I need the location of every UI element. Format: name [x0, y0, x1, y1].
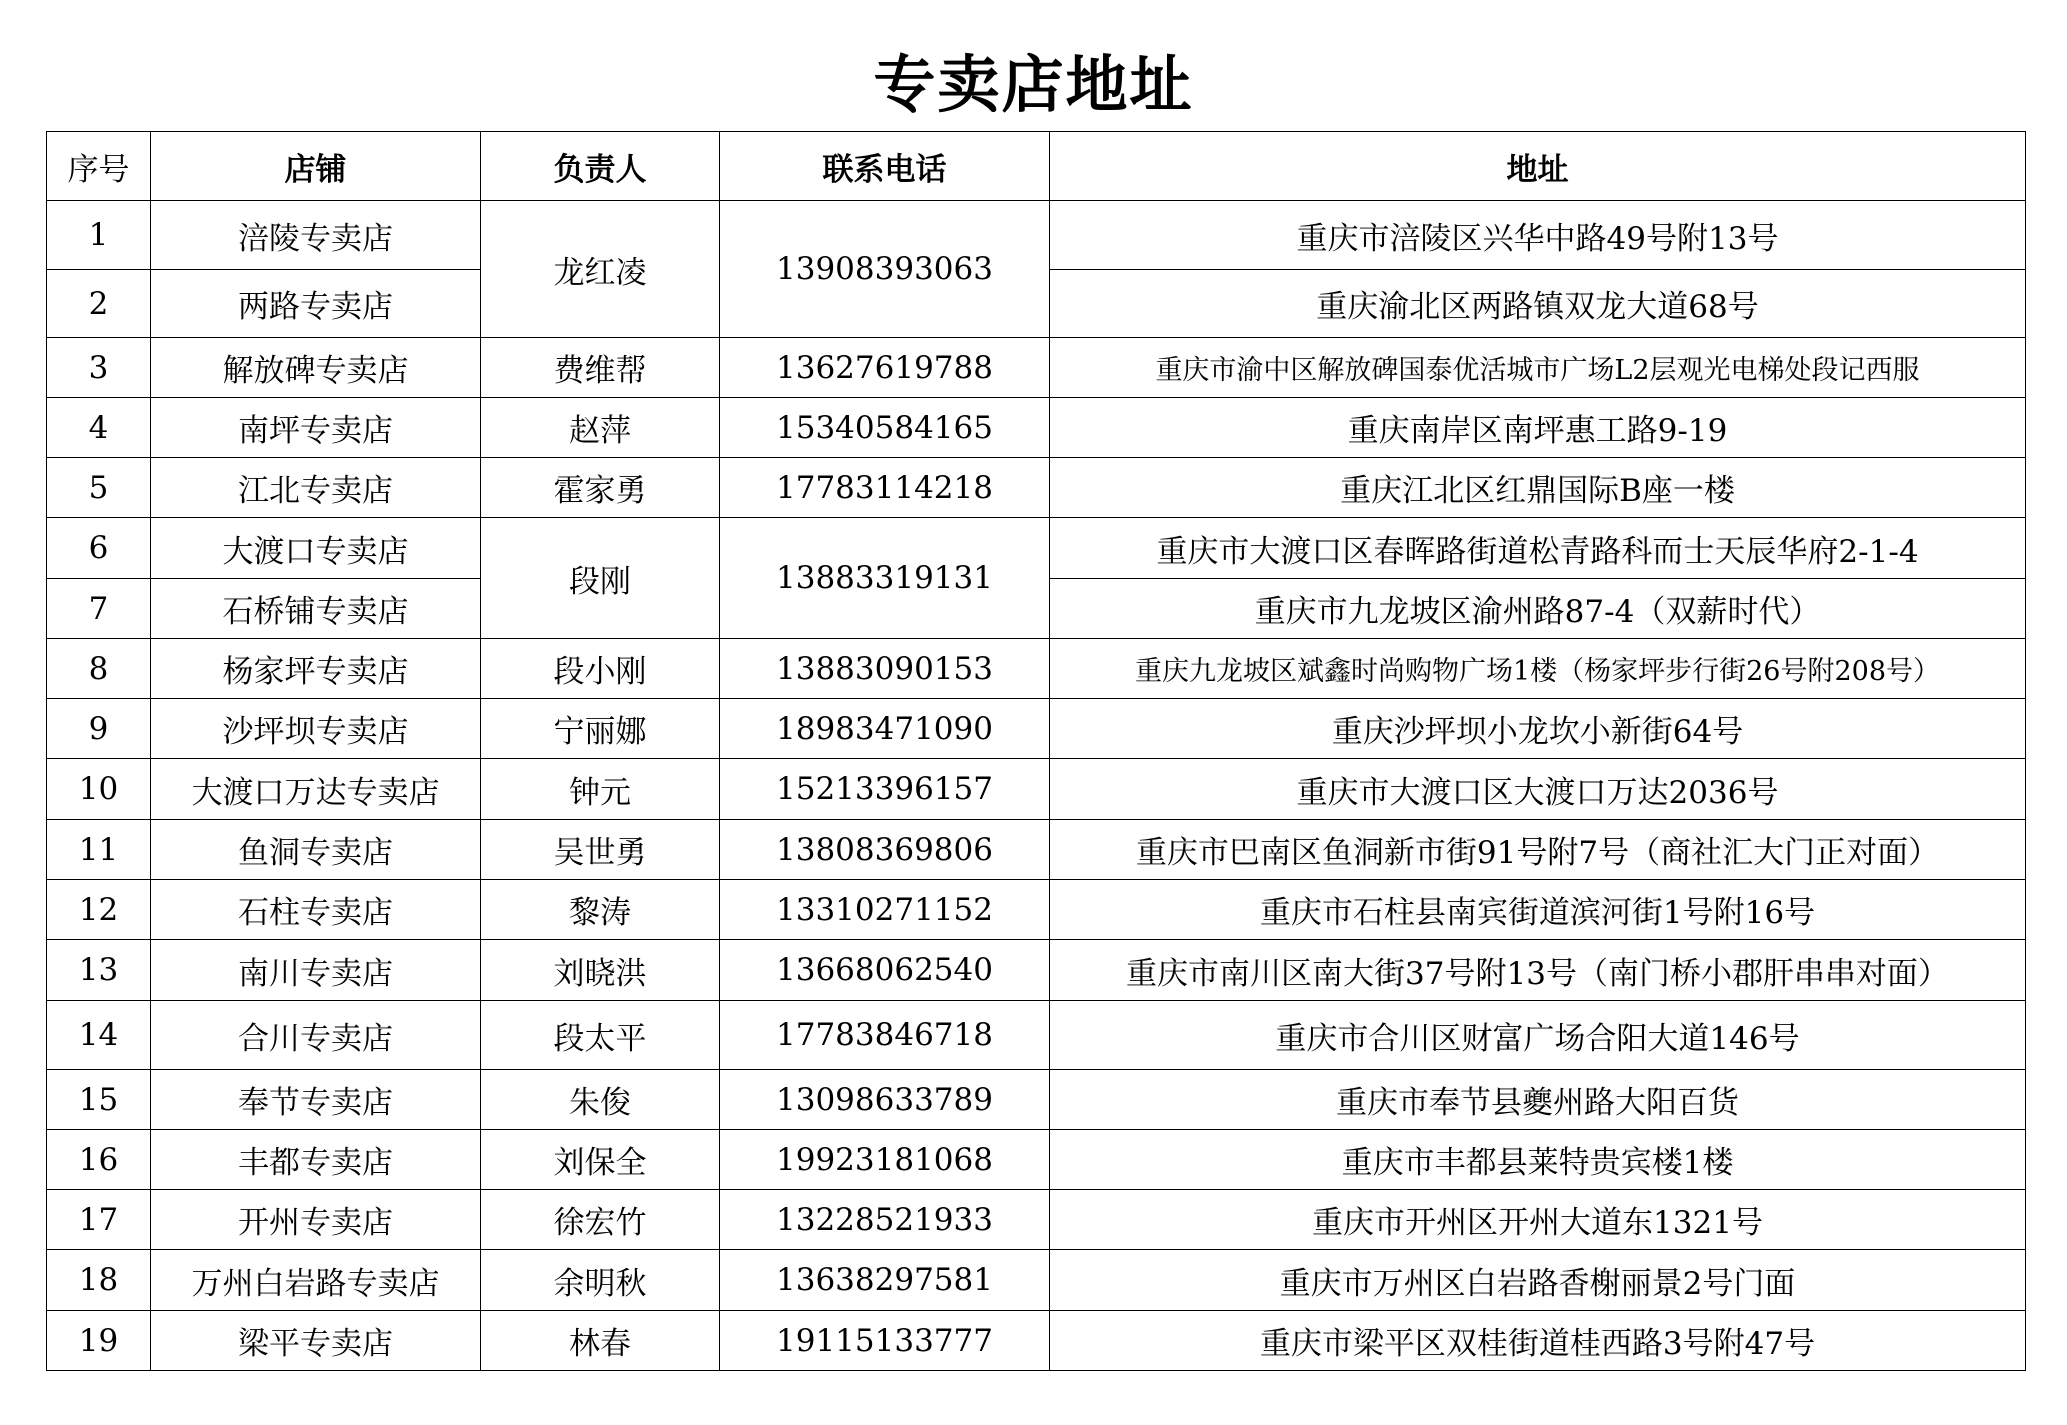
- cell-phone: 13668062540: [720, 940, 1050, 1001]
- cell-index: 7: [47, 579, 151, 639]
- cell-phone: 19923181068: [720, 1130, 1050, 1190]
- cell-manager: 黎涛: [481, 880, 720, 940]
- cell-manager: 宁丽娜: [481, 699, 720, 759]
- cell-manager: 朱俊: [481, 1070, 720, 1130]
- cell-index: 17: [47, 1190, 151, 1250]
- cell-address: 重庆市奉节县夔州路大阳百货: [1050, 1070, 2026, 1130]
- table-row: [47, 940, 2026, 1001]
- cell-phone: 18983471090: [720, 699, 1050, 759]
- cell-manager: 段刚: [481, 518, 720, 639]
- cell-store: 石桥铺专卖店: [151, 579, 481, 639]
- cell-index: 11: [47, 820, 151, 880]
- cell-store: 南川专卖店: [151, 940, 481, 1001]
- cell-store: 两路专卖店: [151, 270, 481, 338]
- cell-store: 南坪专卖店: [151, 398, 481, 458]
- table-row: [47, 880, 2026, 940]
- cell-index: 5: [47, 458, 151, 518]
- cell-phone: 15340584165: [720, 398, 1050, 458]
- cell-phone: 15213396157: [720, 759, 1050, 820]
- cell-store: 万州白岩路专卖店: [151, 1250, 481, 1311]
- cell-manager: 刘保全: [481, 1130, 720, 1190]
- cell-phone: 17783114218: [720, 458, 1050, 518]
- cell-manager: 余明秋: [481, 1250, 720, 1311]
- cell-address: 重庆市南川区南大街37号附13号（南门桥小郡肝串串对面）: [1050, 940, 2026, 1001]
- cell-phone: 13098633789: [720, 1070, 1050, 1130]
- cell-index: 19: [47, 1311, 151, 1371]
- cell-address: 重庆市合川区财富广场合阳大道146号: [1050, 1001, 2026, 1070]
- cell-address: 重庆市巴南区鱼洞新市街91号附7号（商社汇大门正对面）: [1050, 820, 2026, 880]
- cell-phone: 13808369806: [720, 820, 1050, 880]
- cell-address: 重庆九龙坡区斌鑫时尚购物广场1楼（杨家坪步行街26号附208号）: [1050, 639, 2026, 699]
- table-row: [47, 639, 2026, 699]
- cell-manager: 段小刚: [481, 639, 720, 699]
- cell-index: 12: [47, 880, 151, 940]
- page-title: 专卖店地址: [873, 48, 1194, 121]
- cell-store: 沙坪坝专卖店: [151, 699, 481, 759]
- cell-index: 18: [47, 1250, 151, 1311]
- table-row: [47, 201, 2026, 270]
- cell-index: 16: [47, 1130, 151, 1190]
- table-row: [47, 820, 2026, 880]
- table-row: [47, 1190, 2026, 1250]
- table-row: [47, 1311, 2026, 1371]
- table-row: [47, 1250, 2026, 1311]
- cell-address: 重庆渝北区两路镇双龙大道68号: [1050, 270, 2026, 338]
- table-row: [47, 518, 2026, 579]
- cell-store: 涪陵专卖店: [151, 201, 481, 270]
- cell-index: 14: [47, 1001, 151, 1070]
- cell-address: 重庆沙坪坝小龙坎小新街64号: [1050, 699, 2026, 759]
- header-index: 序号: [47, 132, 151, 201]
- cell-address: 重庆市丰都县莱特贵宾楼1楼: [1050, 1130, 2026, 1190]
- cell-manager: 段太平: [481, 1001, 720, 1070]
- cell-phone: 19115133777: [720, 1311, 1050, 1371]
- cell-manager: 费维帮: [481, 338, 720, 398]
- cell-phone: 13228521933: [720, 1190, 1050, 1250]
- cell-manager: 龙红凌: [481, 201, 720, 338]
- cell-address: 重庆市石柱县南宾街道滨河街1号附16号: [1050, 880, 2026, 940]
- cell-address: 重庆市大渡口区大渡口万达2036号: [1050, 759, 2026, 820]
- cell-manager: 钟元: [481, 759, 720, 820]
- cell-store: 江北专卖店: [151, 458, 481, 518]
- table-row: [47, 1001, 2026, 1070]
- cell-phone: 13627619788: [720, 338, 1050, 398]
- cell-address: 重庆市大渡口区春晖路街道松青路科而士天辰华府2-1-4: [1050, 518, 2026, 579]
- cell-phone: 17783846718: [720, 1001, 1050, 1070]
- header-phone: 联系电话: [720, 132, 1050, 201]
- cell-index: 10: [47, 759, 151, 820]
- cell-index: 1: [47, 201, 151, 270]
- table-row: [47, 398, 2026, 458]
- cell-index: 8: [47, 639, 151, 699]
- cell-address: 重庆市开州区开州大道东1321号: [1050, 1190, 2026, 1250]
- cell-store: 丰都专卖店: [151, 1130, 481, 1190]
- cell-manager: 赵萍: [481, 398, 720, 458]
- cell-address: 重庆市涪陵区兴华中路49号附13号: [1050, 201, 2026, 270]
- cell-phone: 13310271152: [720, 880, 1050, 940]
- cell-manager: 霍家勇: [481, 458, 720, 518]
- cell-index: 15: [47, 1070, 151, 1130]
- cell-index: 3: [47, 338, 151, 398]
- cell-index: 2: [47, 270, 151, 338]
- cell-store: 石柱专卖店: [151, 880, 481, 940]
- cell-index: 4: [47, 398, 151, 458]
- header-row: [47, 132, 2026, 201]
- cell-address: 重庆南岸区南坪惠工路9-19: [1050, 398, 2026, 458]
- header-store: 店铺: [151, 132, 481, 201]
- table-row: [47, 1070, 2026, 1130]
- cell-manager: 刘晓洪: [481, 940, 720, 1001]
- cell-store: 解放碑专卖店: [151, 338, 481, 398]
- store-table: [46, 131, 2026, 1371]
- table-row: [47, 699, 2026, 759]
- cell-store: 梁平专卖店: [151, 1311, 481, 1371]
- cell-manager: 徐宏竹: [481, 1190, 720, 1250]
- cell-phone: 13638297581: [720, 1250, 1050, 1311]
- cell-store: 开州专卖店: [151, 1190, 481, 1250]
- table-row: [47, 759, 2026, 820]
- cell-address: 重庆市万州区白岩路香榭丽景2号门面: [1050, 1250, 2026, 1311]
- table-row: [47, 458, 2026, 518]
- cell-address: 重庆市渝中区解放碑国泰优活城市广场L2层观光电梯处段记西服: [1050, 338, 2026, 398]
- cell-store: 杨家坪专卖店: [151, 639, 481, 699]
- table-row: [47, 1130, 2026, 1190]
- cell-address: 重庆市梁平区双桂街道桂西路3号附47号: [1050, 1311, 2026, 1371]
- cell-phone: 13883090153: [720, 639, 1050, 699]
- cell-index: 9: [47, 699, 151, 759]
- header-manager: 负责人: [481, 132, 720, 201]
- cell-address: 重庆市九龙坡区渝州路87-4（双薪时代）: [1050, 579, 2026, 639]
- cell-store: 鱼洞专卖店: [151, 820, 481, 880]
- cell-index: 6: [47, 518, 151, 579]
- cell-address: 重庆江北区红鼎国际B座一楼: [1050, 458, 2026, 518]
- cell-index: 13: [47, 940, 151, 1001]
- cell-store: 奉节专卖店: [151, 1070, 481, 1130]
- cell-store: 大渡口专卖店: [151, 518, 481, 579]
- cell-manager: 林春: [481, 1311, 720, 1371]
- cell-phone: 13883319131: [720, 518, 1050, 639]
- cell-phone: 13908393063: [720, 201, 1050, 338]
- cell-store: 大渡口万达专卖店: [151, 759, 481, 820]
- cell-store: 合川专卖店: [151, 1001, 481, 1070]
- table-row: [47, 338, 2026, 398]
- cell-manager: 吴世勇: [481, 820, 720, 880]
- header-address: 地址: [1050, 132, 2026, 201]
